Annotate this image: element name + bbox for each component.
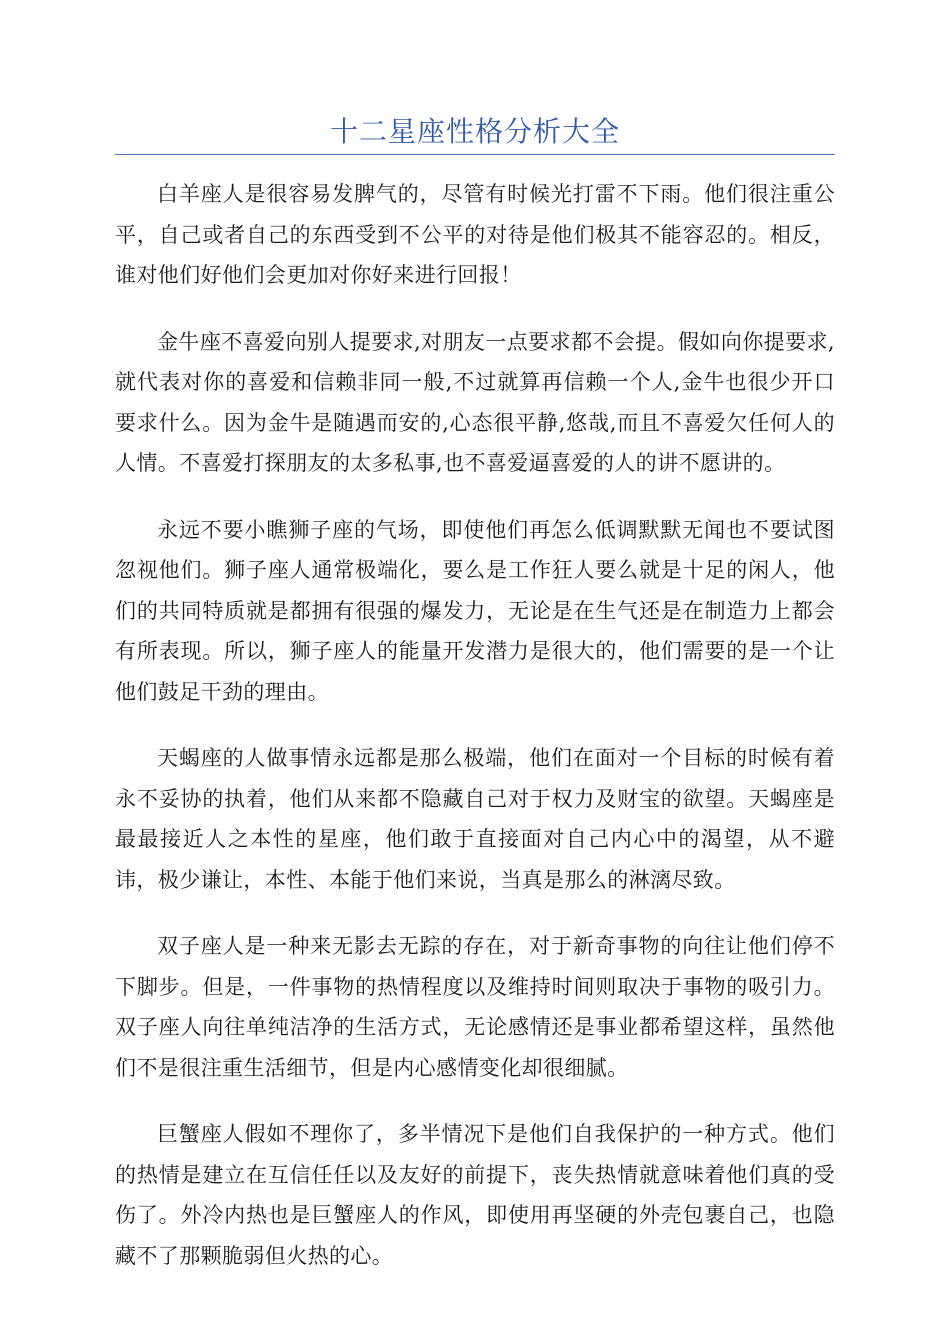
page-title: 十二星座性格分析大全: [329, 115, 620, 148]
title-underline: [115, 154, 835, 155]
paragraph-scorpio: 天蝎座的人做事情永远都是那么极端，他们在面对一个目标的时候有着永不妥协的执着，他们从来都不隐藏自己对于权力及财宝的欲望。天蝎座是最最接近人之本性的星座，他们敢于直接面对自己内心中的渴望，从不避讳，极少谦让，本性、本能于他们来说，当真是那么的淋漓尽致。: [115, 746, 835, 892]
paragraph-aries: 白羊座人是很容易发脾气的，尽管有时候光打雷不下雨。他们很注重公平，自己或者自己的东西受到不公平的对待是他们极其不能容忍的。相反，谁对他们好他们会更加对你好来进行回报！: [115, 182, 835, 287]
document-body: [115, 174, 835, 1302]
paragraph-leo: 永远不要小瞧狮子座的气场，即使他们再怎么低调默默无闻也不要试图忽视他们。狮子座人通常极端化，要么是工作狂人要么就是十足的闲人，他们的共同特质就是都拥有很强的爆发力，无论是在生气还是在制造力上都会有所表现。所以，狮子座人的能量开发潜力是很大的，他们需要的是一个让他们鼓足干劲的理由。: [115, 517, 835, 704]
paragraph-gemini: 双子座人是一种来无影去无踪的存在，对于新奇事物的向往让他们停不下脚步。但是，一件事物的热情程度以及维持时间则取决于事物的吸引力。双子座人向往单纯洁净的生活方式，无论感情还是事业都希望这样，虽然他们不是很注重生活细节，但是内心感情变化却很细腻。: [115, 934, 835, 1080]
paragraph-taurus: 金牛座不喜爱向别人提要求,对朋友一点要求都不会提。假如向你提要求,就代表对你的喜爱和信赖非同一般,不过就算再信赖一个人,金牛也很少开口要求什么。因为金牛是随遇而安的,心态很平静,悠哉,而且不喜爱欠任何人的人情。不喜爱打探朋友的太多私事,也不喜爱逼喜爱的人的讲不愿讲的。: [115, 329, 835, 475]
paragraph-cancer: 巨蟹座人假如不理你了，多半情况下是他们自我保护的一种方式。他们的热情是建立在互信任任以及友好的前提下，丧失热情就意味着他们真的受伤了。外冷内热也是巨蟹座人的作风，即使用再坚硬的外壳包裹自己，也隐藏不了那颗脆弱但火热的心。: [115, 1122, 835, 1268]
